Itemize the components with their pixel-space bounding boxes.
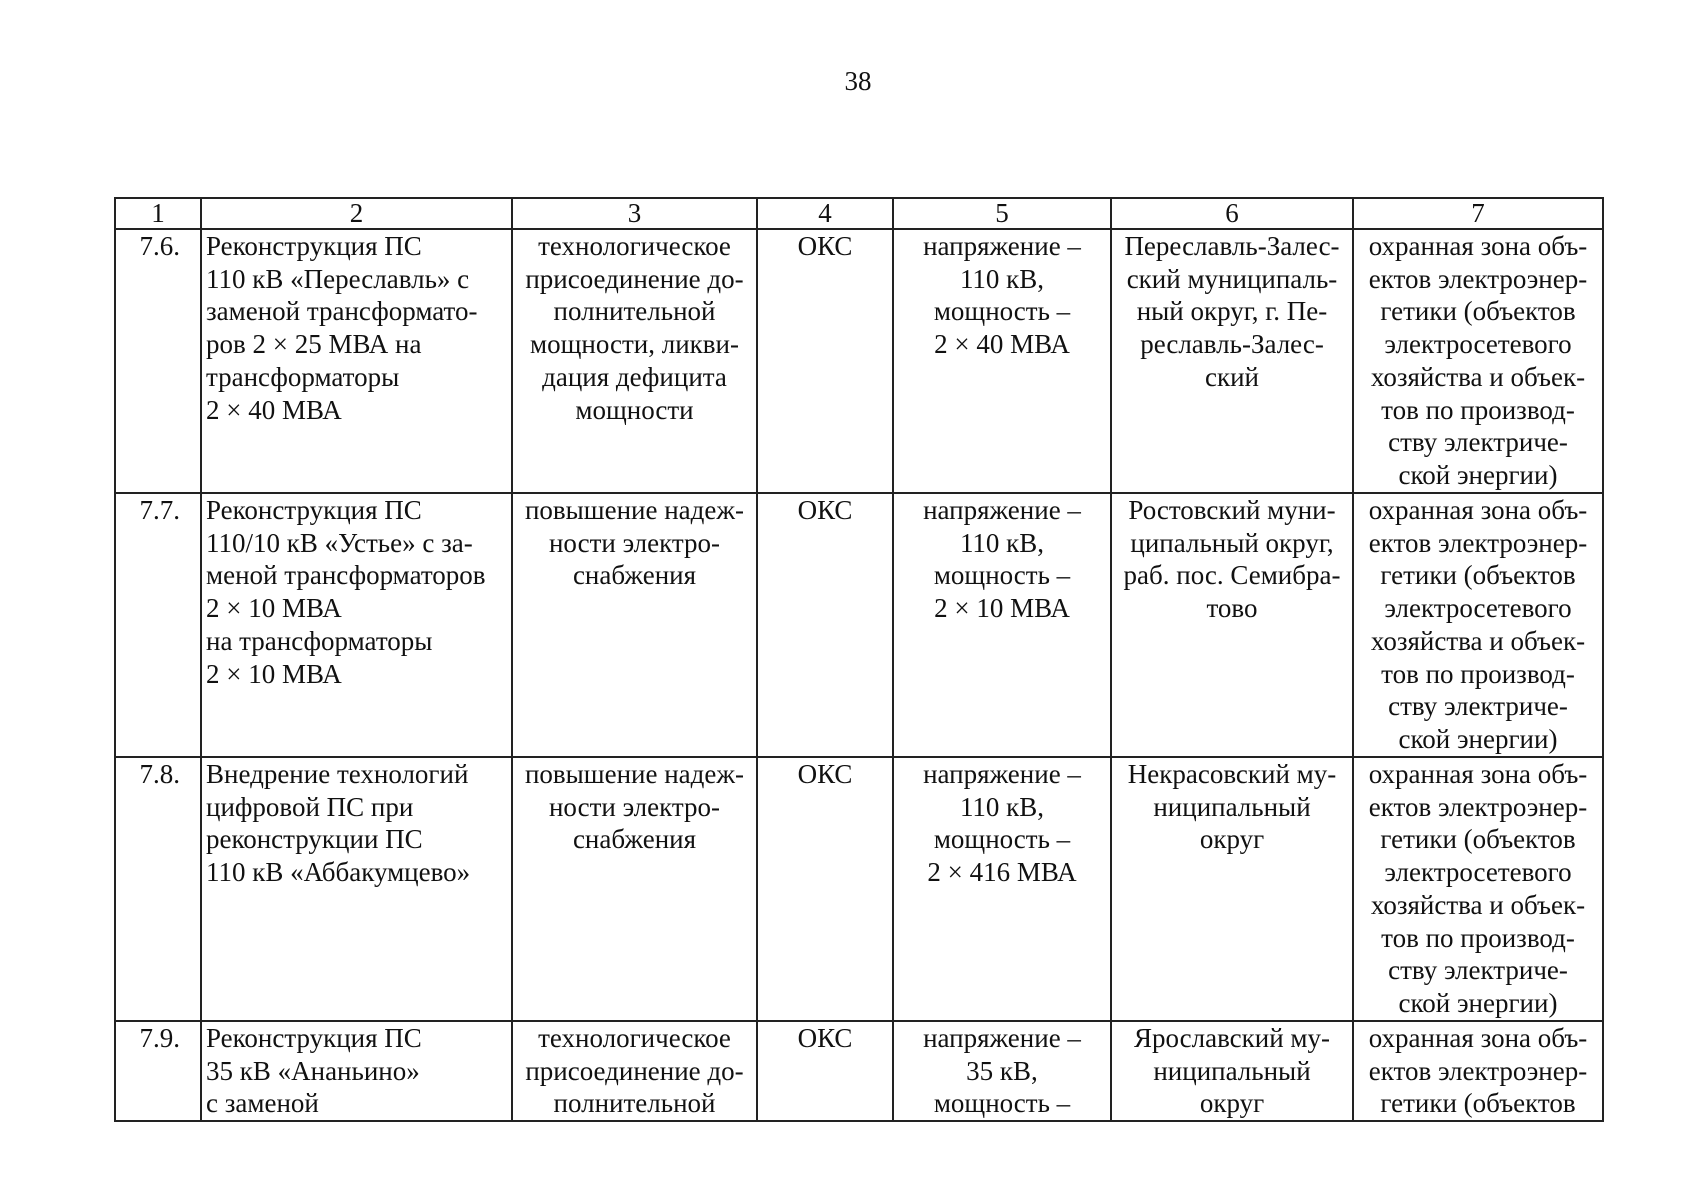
zone-line: ству электриче-: [1388, 427, 1568, 458]
purpose-cell: [512, 757, 757, 1021]
location-line: Переславль-Залес-: [1124, 231, 1340, 261]
object-name-line: Реконструкция ПС: [206, 495, 422, 525]
zone-line: хозяйства и объек-: [1370, 625, 1586, 656]
column-number: 1: [115, 198, 201, 229]
page-number: 38: [844, 66, 872, 96]
parameters-line: мощность –: [933, 1088, 1071, 1119]
object-name-cell: [201, 493, 512, 757]
zone-line: ектов электроэнер-: [1368, 527, 1588, 558]
object-name-line: 2 × 10 МВА: [206, 658, 342, 689]
object-name-line: заменой трансформато-: [206, 296, 478, 327]
zone-line: тов по производ-: [1381, 394, 1575, 425]
parameters-line: 2 × 10 МВА: [934, 593, 1070, 624]
object-name-line: Реконструкция ПС: [206, 231, 422, 261]
zone-cell: [1353, 757, 1603, 1021]
item-number-cell: 7.8.: [115, 757, 201, 1021]
location-line: округ: [1199, 824, 1265, 855]
object-name-line: на трансформаторы: [206, 625, 433, 656]
zone-line: охранная зона объ-: [1368, 759, 1588, 789]
zone-line: гетики (объектов: [1380, 560, 1576, 591]
object-name-line: 2 × 40 МВА: [206, 394, 342, 425]
column-number: 2: [201, 198, 512, 229]
location-line: ный округ, г. Пе-: [1136, 296, 1328, 327]
location-line: ниципальный: [1153, 791, 1311, 822]
parameters-cell: [893, 493, 1111, 757]
column-number: 5: [893, 198, 1111, 229]
zone-line: ектов электроэнер-: [1368, 1055, 1588, 1086]
purpose-line: присоединение до-: [525, 1055, 744, 1086]
location-line: ципальный округ,: [1130, 527, 1334, 558]
object-name-line: с заменой: [206, 1088, 319, 1119]
zone-line: ской энергии): [1398, 459, 1558, 490]
purpose-line: снабжения: [572, 560, 697, 591]
zone-line: гетики (объектов: [1380, 824, 1576, 855]
column-number: 6: [1111, 198, 1353, 229]
table-row: [115, 493, 1603, 757]
object-name-line: ров 2 × 25 МВА на: [206, 329, 422, 360]
location-line: ниципальный: [1153, 1055, 1311, 1086]
object-name-cell: [201, 1021, 512, 1121]
purpose-cell: [512, 229, 757, 493]
location-cell: [1111, 1021, 1353, 1121]
object-type-cell: ОКС: [757, 757, 893, 1021]
object-name-line: 2 × 10 МВА: [206, 593, 342, 624]
purpose-cell: [512, 493, 757, 757]
parameters-line: 110 кВ,: [959, 263, 1045, 294]
location-line: округ: [1199, 1088, 1265, 1119]
location-line: раб. пос. Семибра-: [1123, 560, 1341, 591]
zone-line: ству электриче-: [1388, 691, 1568, 722]
object-type-cell: ОКС: [757, 229, 893, 493]
zone-line: ектов электроэнер-: [1368, 791, 1588, 822]
zone-line: электросетевого: [1384, 857, 1572, 888]
object-name-line: трансформаторы: [206, 361, 400, 392]
zone-line: гетики (объектов: [1380, 1088, 1576, 1119]
object-type-cell: ОКС: [757, 1021, 893, 1121]
object-name-line: 110/10 кВ «Устье» с за-: [206, 527, 473, 558]
purpose-line: полнительной: [553, 1088, 716, 1119]
zone-line: охранная зона объ-: [1368, 495, 1588, 525]
object-name-line: 110 кВ «Переславль» с: [206, 263, 470, 294]
zone-line: электросетевого: [1384, 593, 1572, 624]
purpose-line: повышение надеж-: [524, 759, 745, 789]
zone-line: хозяйства и объек-: [1370, 361, 1586, 392]
parameters-line: напряжение –: [923, 231, 1081, 261]
object-name-line: Реконструкция ПС: [206, 1023, 422, 1053]
object-name-line: 110 кВ «Аббакумцево»: [206, 857, 471, 888]
column-number: 3: [512, 198, 757, 229]
location-line: Некрасовский му-: [1127, 759, 1337, 789]
zone-line: тов по производ-: [1381, 658, 1575, 689]
zone-line: хозяйства и объек-: [1370, 889, 1586, 920]
parameters-line: напряжение –: [923, 759, 1081, 789]
zone-line: тов по производ-: [1381, 922, 1575, 953]
zone-line: ской энергии): [1398, 987, 1558, 1018]
purpose-line: технологическое: [538, 1023, 731, 1053]
location-line: Ярославский му-: [1133, 1023, 1331, 1053]
table-row: [115, 229, 1603, 493]
zone-line: ской энергии): [1398, 723, 1558, 754]
zone-line: гетики (объектов: [1380, 296, 1576, 327]
parameters-line: 110 кВ,: [959, 527, 1045, 558]
location-line: реславль-Залес-: [1140, 329, 1324, 360]
object-name-line: 35 кВ «Ананьино»: [206, 1055, 420, 1086]
object-name-cell: [201, 229, 512, 493]
purpose-line: ности электро-: [548, 791, 721, 822]
parameters-line: 110 кВ,: [959, 791, 1045, 822]
location-line: Ростовский муни-: [1128, 495, 1336, 525]
object-name-line: реконструкции ПС: [206, 824, 423, 855]
item-number-cell: 7.9.: [115, 1021, 201, 1121]
purpose-line: мощности, ликви-: [530, 329, 739, 360]
purpose-line: присоединение до-: [525, 263, 744, 294]
purpose-line: мощности: [575, 394, 694, 425]
purpose-cell: [512, 1021, 757, 1121]
zone-cell: [1353, 1021, 1603, 1121]
zone-cell: [1353, 493, 1603, 757]
location-cell: [1111, 493, 1353, 757]
document-table: [114, 197, 1604, 1122]
parameters-line: 35 кВ,: [966, 1055, 1038, 1086]
location-cell: [1111, 229, 1353, 493]
parameters-cell: [893, 1021, 1111, 1121]
zone-line: охранная зона объ-: [1368, 231, 1588, 261]
zone-cell: [1353, 229, 1603, 493]
parameters-line: мощность –: [933, 296, 1071, 327]
location-cell: [1111, 757, 1353, 1021]
parameters-line: напряжение –: [923, 1023, 1081, 1053]
purpose-line: повышение надеж-: [524, 495, 745, 525]
parameters-cell: [893, 757, 1111, 1021]
parameters-line: напряжение –: [923, 495, 1081, 525]
parameters-line: мощность –: [933, 560, 1071, 591]
zone-line: охранная зона объ-: [1368, 1023, 1588, 1053]
object-name-line: Внедрение технологий: [206, 759, 469, 789]
table-row: [115, 757, 1603, 1021]
item-number-cell: 7.7.: [115, 493, 201, 757]
location-line: ский: [1205, 361, 1259, 392]
column-number-row: [115, 198, 1603, 229]
location-line: ский муниципаль-: [1126, 263, 1338, 294]
table-row: [115, 1021, 1603, 1121]
parameters-cell: [893, 229, 1111, 493]
location-line: тово: [1206, 593, 1258, 624]
zone-line: электросетевого: [1384, 329, 1572, 360]
parameters-line: 2 × 416 МВА: [927, 857, 1077, 888]
zone-line: ектов электроэнер-: [1368, 263, 1588, 294]
parameters-line: мощность –: [933, 824, 1071, 855]
column-number: 4: [757, 198, 893, 229]
object-type-cell: ОКС: [757, 493, 893, 757]
column-number: 7: [1353, 198, 1603, 229]
object-name-line: цифровой ПС при: [206, 791, 414, 822]
object-name-line: меной трансформаторов: [206, 560, 486, 591]
item-number-cell: 7.6.: [115, 229, 201, 493]
purpose-line: технологическое: [538, 231, 731, 261]
purpose-line: дация дефицита: [542, 361, 727, 392]
purpose-line: ности электро-: [548, 527, 721, 558]
zone-line: ству электриче-: [1388, 955, 1568, 986]
parameters-line: 2 × 40 МВА: [934, 329, 1070, 360]
purpose-line: полнительной: [553, 296, 716, 327]
object-name-cell: [201, 757, 512, 1021]
purpose-line: снабжения: [572, 824, 697, 855]
